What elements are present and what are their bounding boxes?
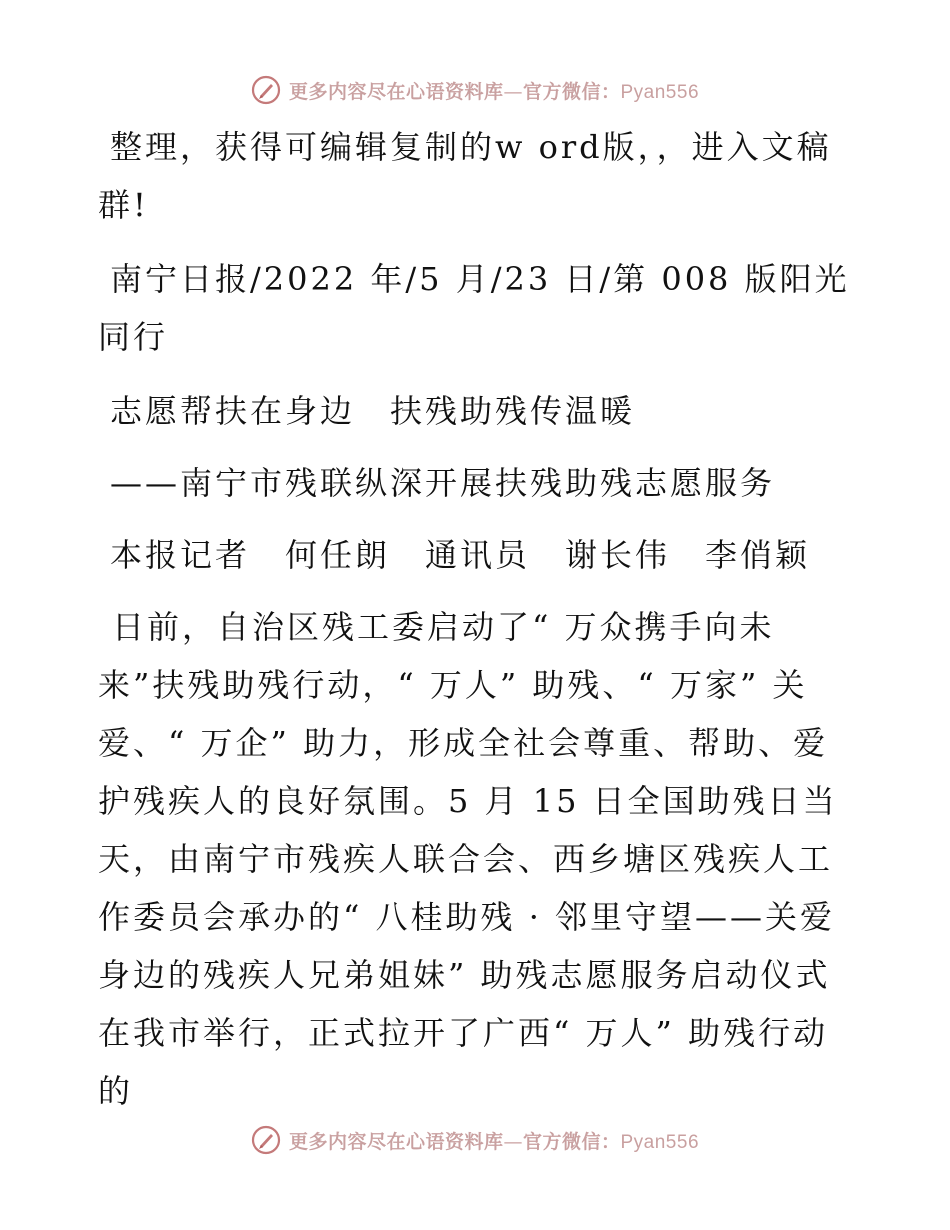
feather-pen-icon bbox=[251, 75, 281, 105]
watermark-text: 更多内容尽在心语资料库 bbox=[288, 1130, 504, 1153]
subheadline: ——南宁市残联纵深开展扶残助残志愿服务 bbox=[110, 464, 776, 502]
document-content bbox=[98, 118, 858, 1120]
watermark-separator: — bbox=[503, 1130, 523, 1153]
watermark-text: 更多内容尽在心语资料库 bbox=[288, 80, 504, 103]
watermark-separator: — bbox=[503, 80, 523, 103]
byline: 本报记者 何任朗 通讯员 谢长伟 李俏颖 bbox=[110, 536, 811, 574]
feather-pen-icon bbox=[251, 1125, 281, 1155]
watermark-id: Pyan556 bbox=[620, 1131, 700, 1153]
watermark-suffix: 官方微信： bbox=[522, 1130, 621, 1153]
watermark-suffix: 官方微信： bbox=[522, 80, 621, 103]
source-line: 南宁日报/2022 年/5 月/23 日/第 008 版阳光同行 bbox=[98, 260, 850, 356]
headline: 志愿帮扶在身边 扶残助残传温暖 bbox=[110, 392, 636, 430]
header-watermark bbox=[0, 70, 950, 110]
body-paragraph: 日前，自治区残工委启动了“ 万众携手向未来”扶残助残行动，“ 万人” 助残、“ 万家” 关爱、“ 万企” 助力，形成全社会尊重、帮助、爱护残疾人的良好氛围。5 月 15 日全国助残日当天，由南宁市残疾人联合会、西乡塘区残疾人工作委员会承办的“ 八桂助残 · 邻里守望——关爱身边的残疾人兄弟姐妹” 助残志愿服务启动仪式在我市举行，正式拉开了广西“ 万人” 助残行动的 bbox=[98, 608, 838, 1110]
intro-paragraph: 整理，获得可编辑复制的w ord版，，进入文稿群! bbox=[98, 128, 832, 224]
footer-watermark bbox=[0, 1120, 950, 1160]
watermark-id: Pyan556 bbox=[620, 81, 700, 103]
